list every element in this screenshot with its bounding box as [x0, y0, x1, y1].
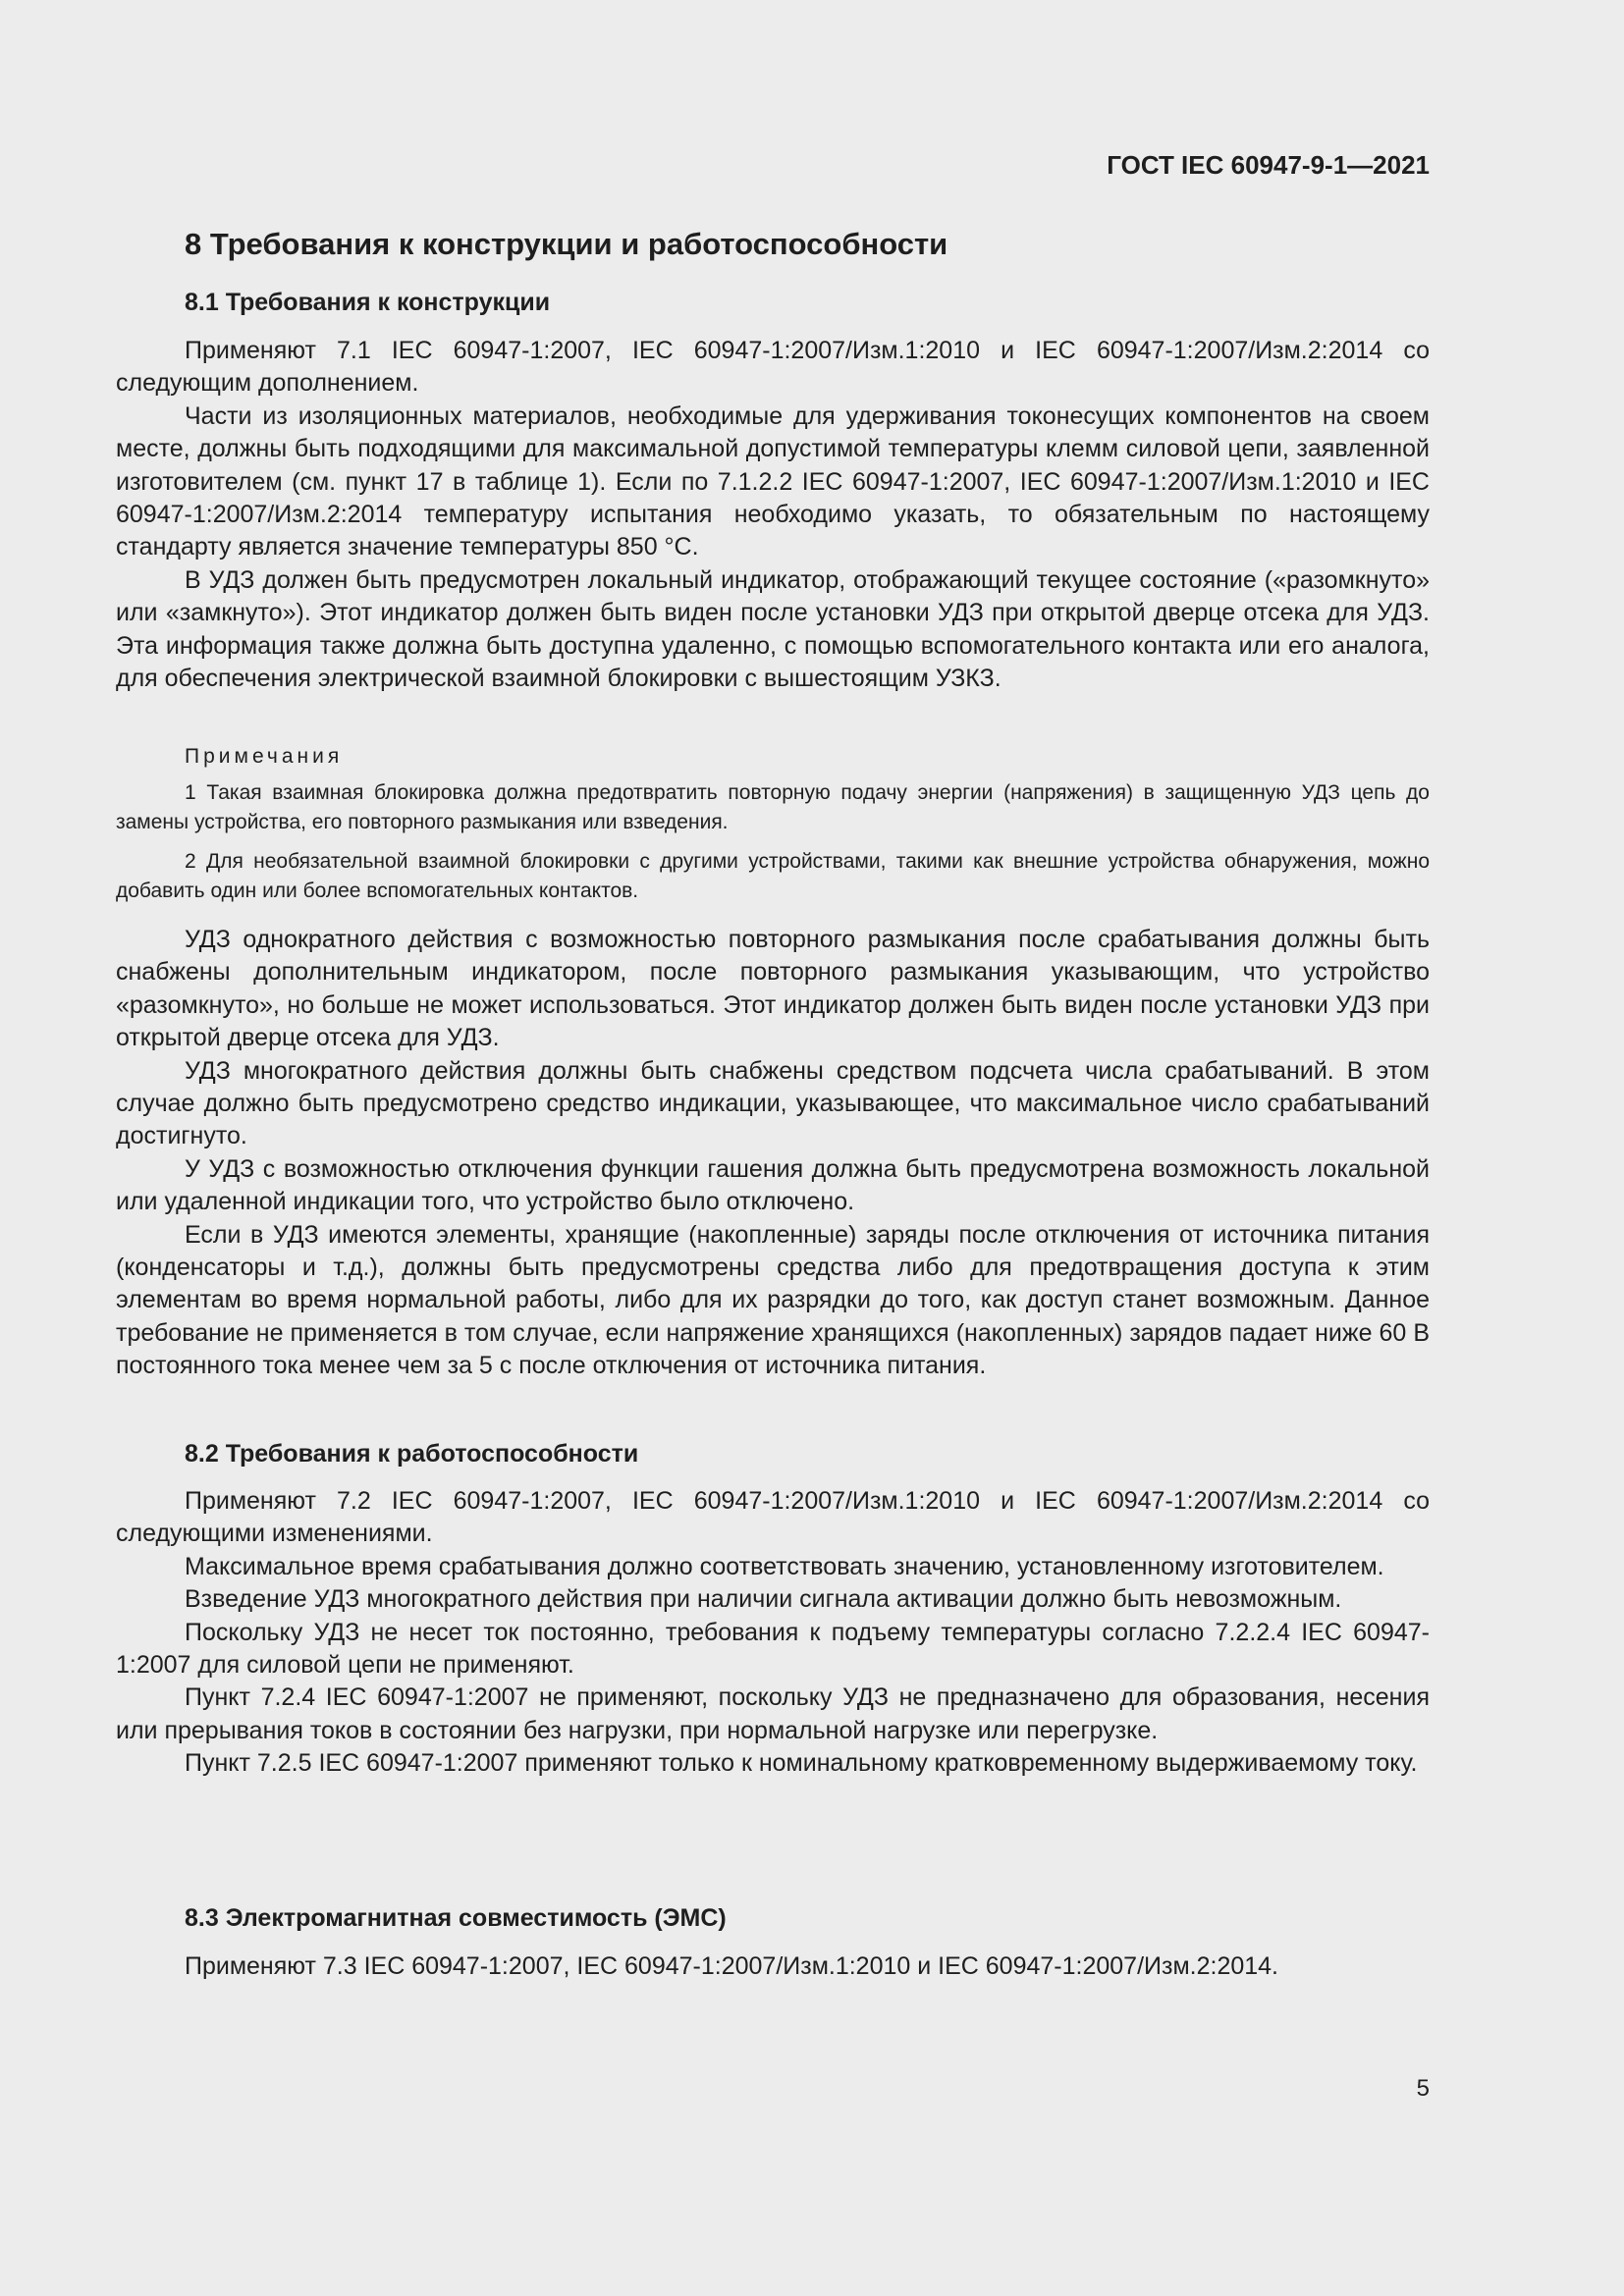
paragraph: Пункт 7.2.5 IEC 60947-1:2007 применяют только к номинальному кратковременному выдерживаемому току.: [185, 1749, 1418, 1778]
subsection-title: 8.1 Требования к конструкции: [185, 289, 551, 316]
subsection-8-2: [116, 1438, 1430, 1469]
subsection-8-3-body: [116, 1950, 1430, 1983]
note: 2 Для необязательной взаимной блокировки с другими устройствами, такими как внешние устройства обнаружения, можно добавить один или более вспомогательных контактов.: [116, 850, 1430, 902]
paragraph: У УДЗ с возможностью отключения функции гашения должна быть предусмотрена возможность локальной или удаленной индикации того, что устройство было отключено.: [116, 1154, 1430, 1216]
paragraph: Пункт 7.2.4 IEC 60947-1:2007 не применяют, поскольку УДЗ не предназначено для образования, несения или прерывания токов в состоянии без нагрузки, при нормальной нагрузке или перегрузке.: [116, 1683, 1430, 1744]
paragraph: Взведение УДЗ многократного действия при наличии сигнала активации должно быть невозможным.: [185, 1585, 1342, 1614]
note: 1 Такая взаимная блокировка должна предотвратить повторную подачу энергии (напряжения) в защищенную УДЗ цепь до замены устройства, его повторного размыкания или взведения.: [116, 781, 1430, 833]
notes-body: [116, 778, 1430, 916]
paragraph: Поскольку УДЗ не несет ток постоянно, требования к подъему температуры согласно 7.2.2.4 IEC 60947-1:2007 для силовой цепи не применяют.: [116, 1618, 1430, 1680]
subsection-8-1: [116, 287, 1430, 318]
subsection-8-1-body: [116, 335, 1430, 695]
notes: [116, 742, 1430, 772]
paragraph: УДЗ однократного действия с возможностью повторного размыкания после срабатывания должны быть снабжены дополнительным индикатором, после повторного размыкания указывающим, что устройство «разомкнуто», но больше не может использоваться. Этот индикатор должен быть виден после установки УДЗ при открытой дверце отсека для УДЗ.: [116, 926, 1430, 1052]
paragraph: В УДЗ должен быть предусмотрен локальный индикатор, отображающий текущее состояние («разомкнуто» или «замкнуто»). Этот индикатор должен быть виден после установки УДЗ при открытой дверце отсека для УДЗ. Эта информация также должна быть доступна удаленно, с помощью вспомогательного контакта или его аналога, для обеспечения электрической взаимной блокировки с вышестоящим УЗКЗ.: [116, 565, 1430, 693]
subsection-8-1-body-continued: [116, 924, 1430, 1383]
section-title: 8 Требования к конструкции и работоспособности: [185, 227, 948, 261]
notes-label: Примечания: [185, 745, 344, 768]
subsection-8-2-body: [116, 1485, 1430, 1781]
page-number: 5: [1416, 2075, 1430, 2102]
subsection-title: 8.3 Электромагнитная совместимость (ЭМС): [185, 1904, 727, 1932]
paragraph: Применяют 7.1 IEC 60947-1:2007, IEC 60947-1:2007/Изм.1:2010 и IEC 60947-1:2007/Изм.2:2014 со следующим дополнением.: [116, 337, 1430, 398]
document-page: [116, 0, 1430, 2296]
paragraph: Применяют 7.3 IEC 60947-1:2007, IEC 60947-1:2007/Изм.1:2010 и IEC 60947-1:2007/Изм.2:2014.: [185, 1952, 1279, 1980]
document-code: ГОСТ IEC 60947-9-1—2021: [1107, 150, 1430, 180]
paragraph: Части из изоляционных материалов, необходимые для удерживания токонесущих компонентов на своем месте, должны быть подходящими для максимальной допустимой температуры клемм силовой цепи, заявленной изготовителем (см. пункт 17 в таблице 1). Если по 7.1.2.2 IEC 60947-1:2007, IEC 60947-1:2007/Изм.1:2010 и IEC 60947-1:2007/Изм.2:2014 температуру испытания необходимо указать, то обязательным по настоящему стандарту является значение температуры 850 °С.: [116, 401, 1430, 561]
paragraph: УДЗ многократного действия должны быть снабжены средством подсчета числа срабатываний. В этом случае должно быть предусмотрено средство индикации, указывающее, что максимальное число срабатываний достигнуто.: [116, 1056, 1430, 1150]
subsection-8-3: [116, 1902, 1430, 1934]
paragraph: Если в УДЗ имеются элементы, хранящие (накопленные) заряды после отключения от источника питания (конденсаторы и т.д.), должны быть предусмотрены средства либо для предотвращения доступа к этим элементам во время нормальной работы, либо для их разрядки до того, как доступ станет возможным. Данное требование не применяется в том случае, если напряжение хранящихся (накопленных) зарядов падает ниже 60 В постоянного тока менее чем за 5 с после отключения от источника питания.: [116, 1220, 1430, 1380]
paragraph: Максимальное время срабатывания должно соответствовать значению, установленному изготовителем.: [185, 1552, 1384, 1580]
paragraph: Применяют 7.2 IEC 60947-1:2007, IEC 60947-1:2007/Изм.1:2010 и IEC 60947-1:2007/Изм.2:2014 со следующими изменениями.: [116, 1487, 1430, 1548]
subsection-title: 8.2 Требования к работоспособности: [185, 1440, 639, 1468]
